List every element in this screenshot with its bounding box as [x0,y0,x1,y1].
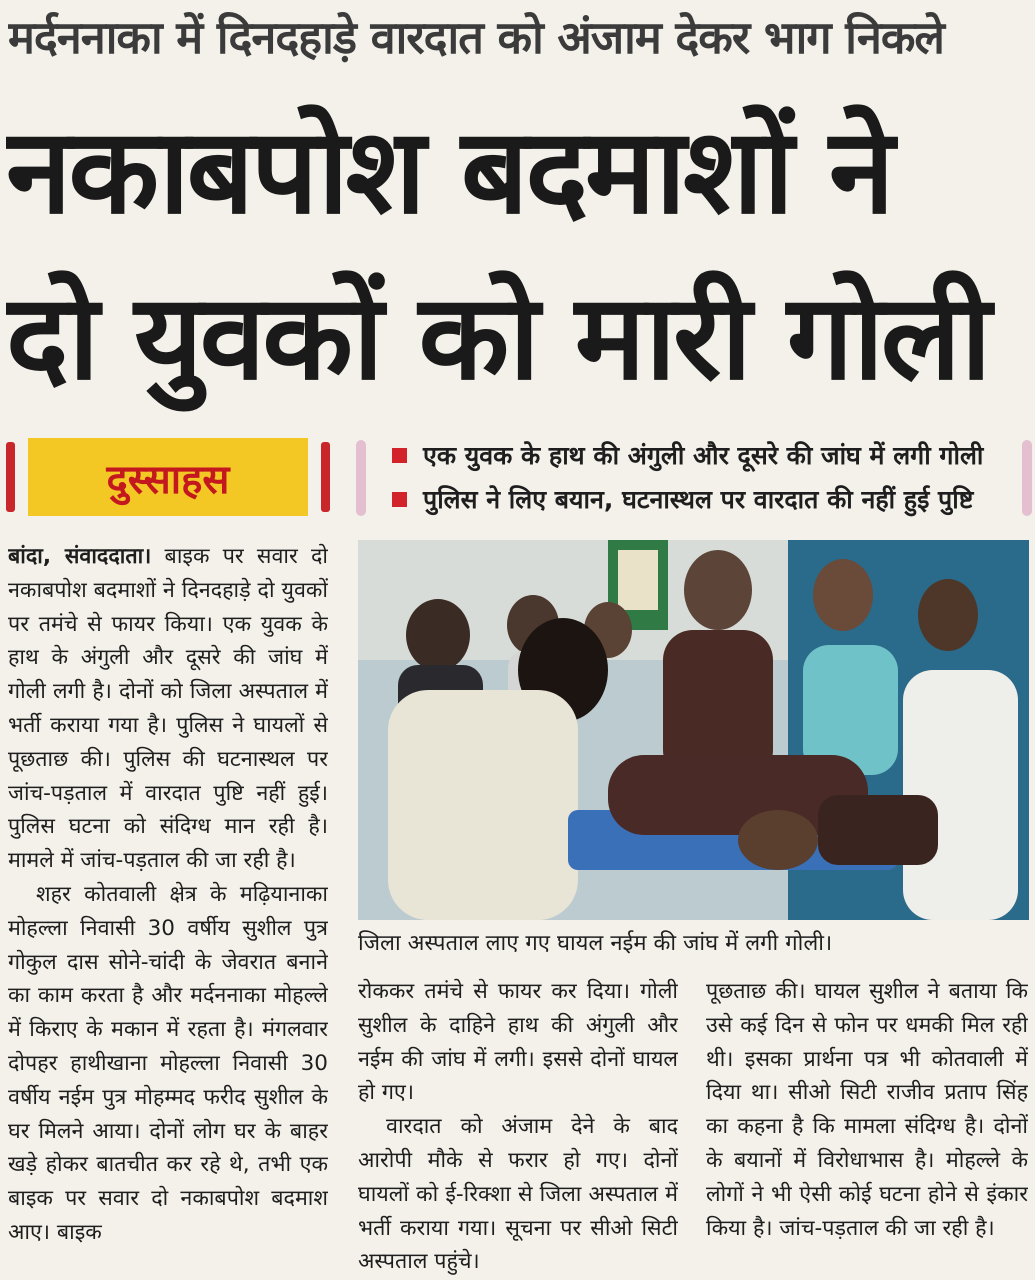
article-paragraph: रोककर तमंचे से फायर कर दिया। गोली सुशील के दाहिने हाथ की अंगुली और नईम की जांघ में लगी। इससे दोनों घायल हो गए। [358,979,678,1106]
highlight-text: एक युवक के हाथ की अंगुली और दूसरे की जांघ में लगी गोली [423,441,984,470]
headline-line-2: दो युवकों को मारी गोली [6,268,989,406]
bullet-square-icon [392,492,407,507]
highlights-left-bar [356,440,366,516]
article-paragraph: वारदात को अंजाम देने के बाद आरोपी मौके से फरार हो गए। दोनों घायलों को ई-रिक्शा से जिला अस्पताल में भर्ती कराया गया। सूचना पर सीओ सिटी अस्पताल पहुंचे। [358,1114,678,1275]
article-column-3 [706,975,1028,1275]
paragraph-text: बाइक पर सवार दो नकाबपोश बदमाशों ने दिनदहाड़े दो युवकों पर तमंचे से फायर किया। एक युवक के हाथ के अंगुली और दूसरे की जांघ में गोली लगी है। दोनों को जिला अस्पताल में भर्ती कराया गया है। पुलिस ने घायलों से पूछताछ की। पुलिस की घटनास्थल पर जांच-पड़ताल में वारदात पुष्टि नहीं हुई। पुलिस घटना को संदिग्ध मान रही है। मामले में जांच-पड़ताल की जा रही है। [8,544,328,874]
highlight-text: पुलिस ने लिए बयान, घटनास्थल पर वारदात की नहीं हुई पुष्टि [423,485,974,514]
tag-label: दुस्साहस [28,438,308,516]
headline-line-1: नकाबपोश बदमाशों ने [6,102,892,240]
highlight-item [392,436,1012,474]
dateline: बांदा, संवाददाता। [8,544,152,569]
highlights-box [356,436,1032,522]
photo-caption: जिला अस्पताल लाए गए घायल नईम की जांघ में लगी गोली। [358,931,833,956]
article-paragraph [8,540,328,878]
tag-right-bar [321,442,330,512]
highlights-right-bar [1022,440,1032,516]
section-tag [6,438,330,516]
highlight-item [392,480,1012,518]
tag-left-bar [6,442,15,512]
article-column-1 [8,540,328,1276]
bullet-square-icon [392,448,407,463]
news-photo [358,540,1029,920]
hospital-scene-image [358,540,1029,920]
article-paragraph: पूछताछ की। घायल सुशील ने बताया कि उसे कई दिन से फोन पर धमकी मिल रही थी। इसका प्रार्थना पत्र भी कोतवाली में दिया था। सीओ सिटी राजीव प्रताप सिंह का कहना है कि मामला संदिग्ध है। दोनों के बयानों में विरोधाभास है। मोहल्ले के लोगों ने भी ऐसी कोई घटना होने से इंकार किया है। जांच-पड़ताल की जा रही है। [706,979,1028,1241]
article-column-2 [358,975,678,1275]
article-paragraph: शहर कोतवाली क्षेत्र के मढ़ियानाका मोहल्ला निवासी 30 वर्षीय सुशील पुत्र गोकुल दास सोने-चांदी के जेवरात बनाने का काम करता है और मर्दननाका मोहल्ले में किराए के मकान में रहता है। मंगलवार दोपहर हाथीखाना मोहल्ला निवासी 30 वर्षीय नईम पुत्र मोहम्मद फरीद सुशील के घर मिलने आया। दोनों लोग घर के बाहर खड़े होकर बातचीत कर रहे थे, तभी एक बाइक पर सवार दो नकाबपोश बदमाश आए। बाइक [8,881,328,1245]
kicker-headline: मर्दननाका में दिनदहाड़े वारदात को अंजाम देकर भाग निकले [8,11,944,64]
